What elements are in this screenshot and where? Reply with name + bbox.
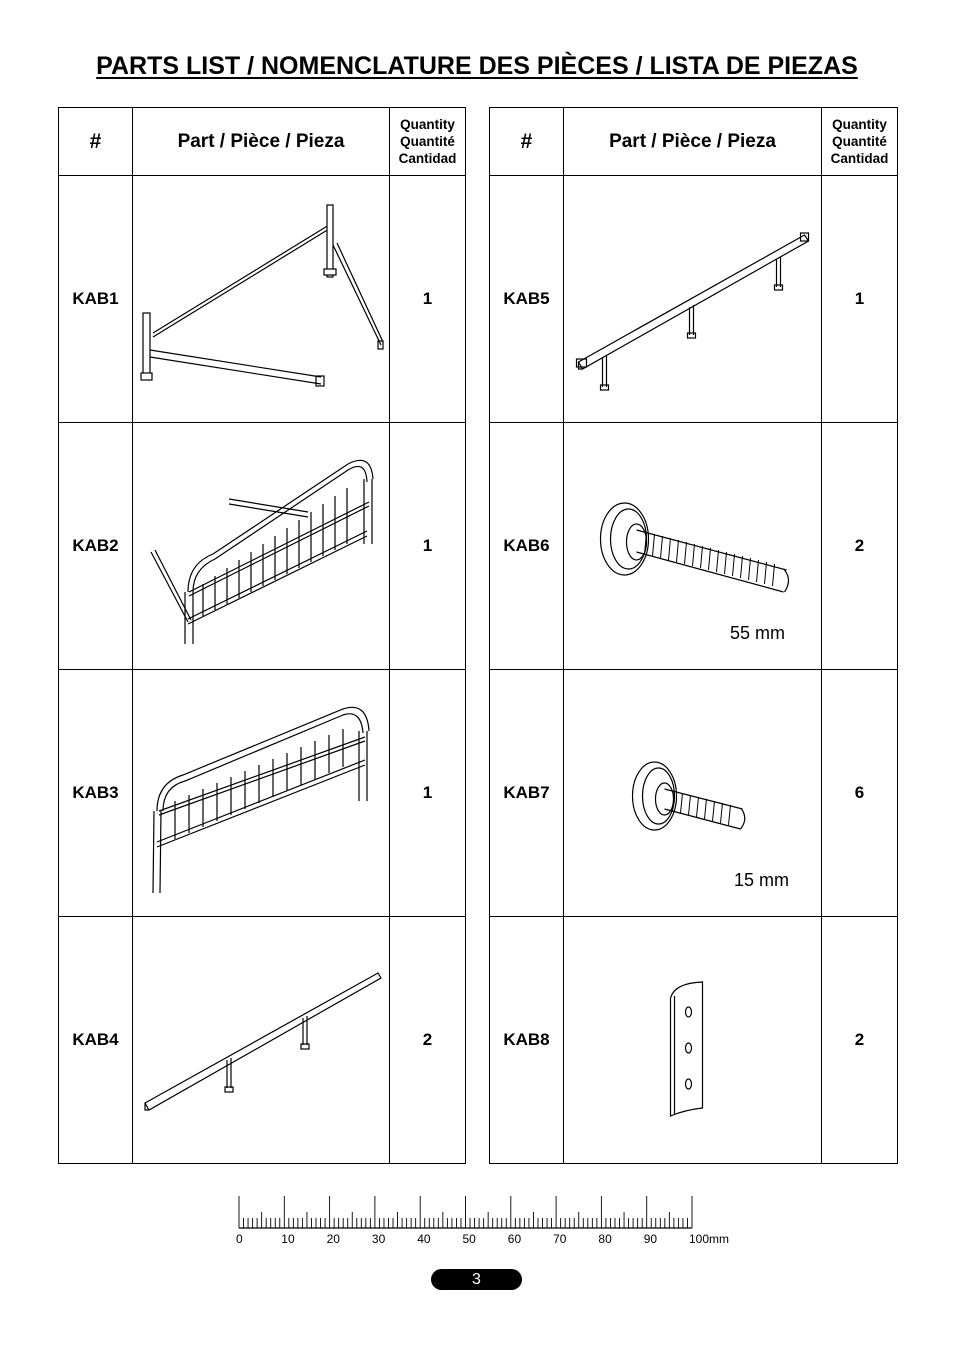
part-row [59,917,466,1164]
part-illustration [133,917,390,1164]
part-quantity: 2 [390,917,466,1164]
bracket-plate-icon [564,918,821,1163]
part-quantity: 1 [822,176,898,423]
header-number: # [59,108,133,176]
part-code: KAB8 [490,917,564,1164]
part-code: KAB6 [490,423,564,670]
footboard-icon [133,671,389,916]
page-number: 3 [431,1269,522,1290]
part-illustration [564,423,822,670]
ruler-label: 20 [326,1232,340,1246]
ruler-label: 30 [371,1232,386,1246]
part-code: KAB4 [59,917,133,1164]
part-row [490,423,898,670]
ruler-label: 0 [236,1232,243,1246]
ruler-label: 90 [643,1232,658,1246]
header-part: Part / Pièce / Pieza [133,108,390,176]
ruler-label: 10 [281,1232,295,1246]
ruler-label: 50 [462,1232,476,1246]
ruler-scale-icon [230,1190,730,1230]
part-row [490,176,898,423]
part-illustration [564,670,822,917]
part-quantity: 2 [822,423,898,670]
part-quantity: 2 [822,917,898,1164]
part-row [490,670,898,917]
header-number: # [490,108,564,176]
bolt-length-label: 15 mm [734,870,790,890]
part-row [59,670,466,917]
part-row [59,423,466,670]
part-code: KAB3 [59,670,133,917]
part-illustration [133,670,390,917]
part-row [490,917,898,1164]
part-illustration [133,176,390,423]
part-quantity: 1 [390,423,466,670]
page-title: PARTS LIST / NOMENCLATURE DES PIÈCES / LISTA DE PIEZAS [96,52,858,80]
center-rail-icon [564,177,821,422]
part-illustration [564,176,822,423]
part-illustration [133,423,390,670]
bolt-length-label: 55 mm [730,623,786,643]
ruler-label: 80 [598,1232,612,1246]
part-code: KAB7 [490,670,564,917]
header-part: Part / Pièce / Pieza [564,108,822,176]
part-code: KAB5 [490,176,564,423]
side-rail-frame-icon [133,177,389,422]
part-quantity: 1 [390,176,466,423]
parts-table-left [58,107,466,1164]
part-quantity: 1 [390,670,466,917]
header-quantity: Quantity Quantité Cantidad [390,108,466,176]
slat-rail-icon [133,918,389,1163]
ruler-label: 70 [553,1232,567,1246]
headboard-icon [133,424,389,669]
part-code: KAB1 [59,176,133,423]
parts-table-right [489,107,898,1164]
ruler-label: 60 [507,1232,522,1246]
part-illustration [564,917,822,1164]
measurement-ruler [230,1190,730,1246]
part-code: KAB2 [59,423,133,670]
part-row [59,176,466,423]
ruler-label: 40 [417,1232,431,1246]
header-quantity: Quantity Quantité Cantidad [822,108,898,176]
ruler-label: 100mm [689,1232,730,1246]
part-quantity: 6 [822,670,898,917]
